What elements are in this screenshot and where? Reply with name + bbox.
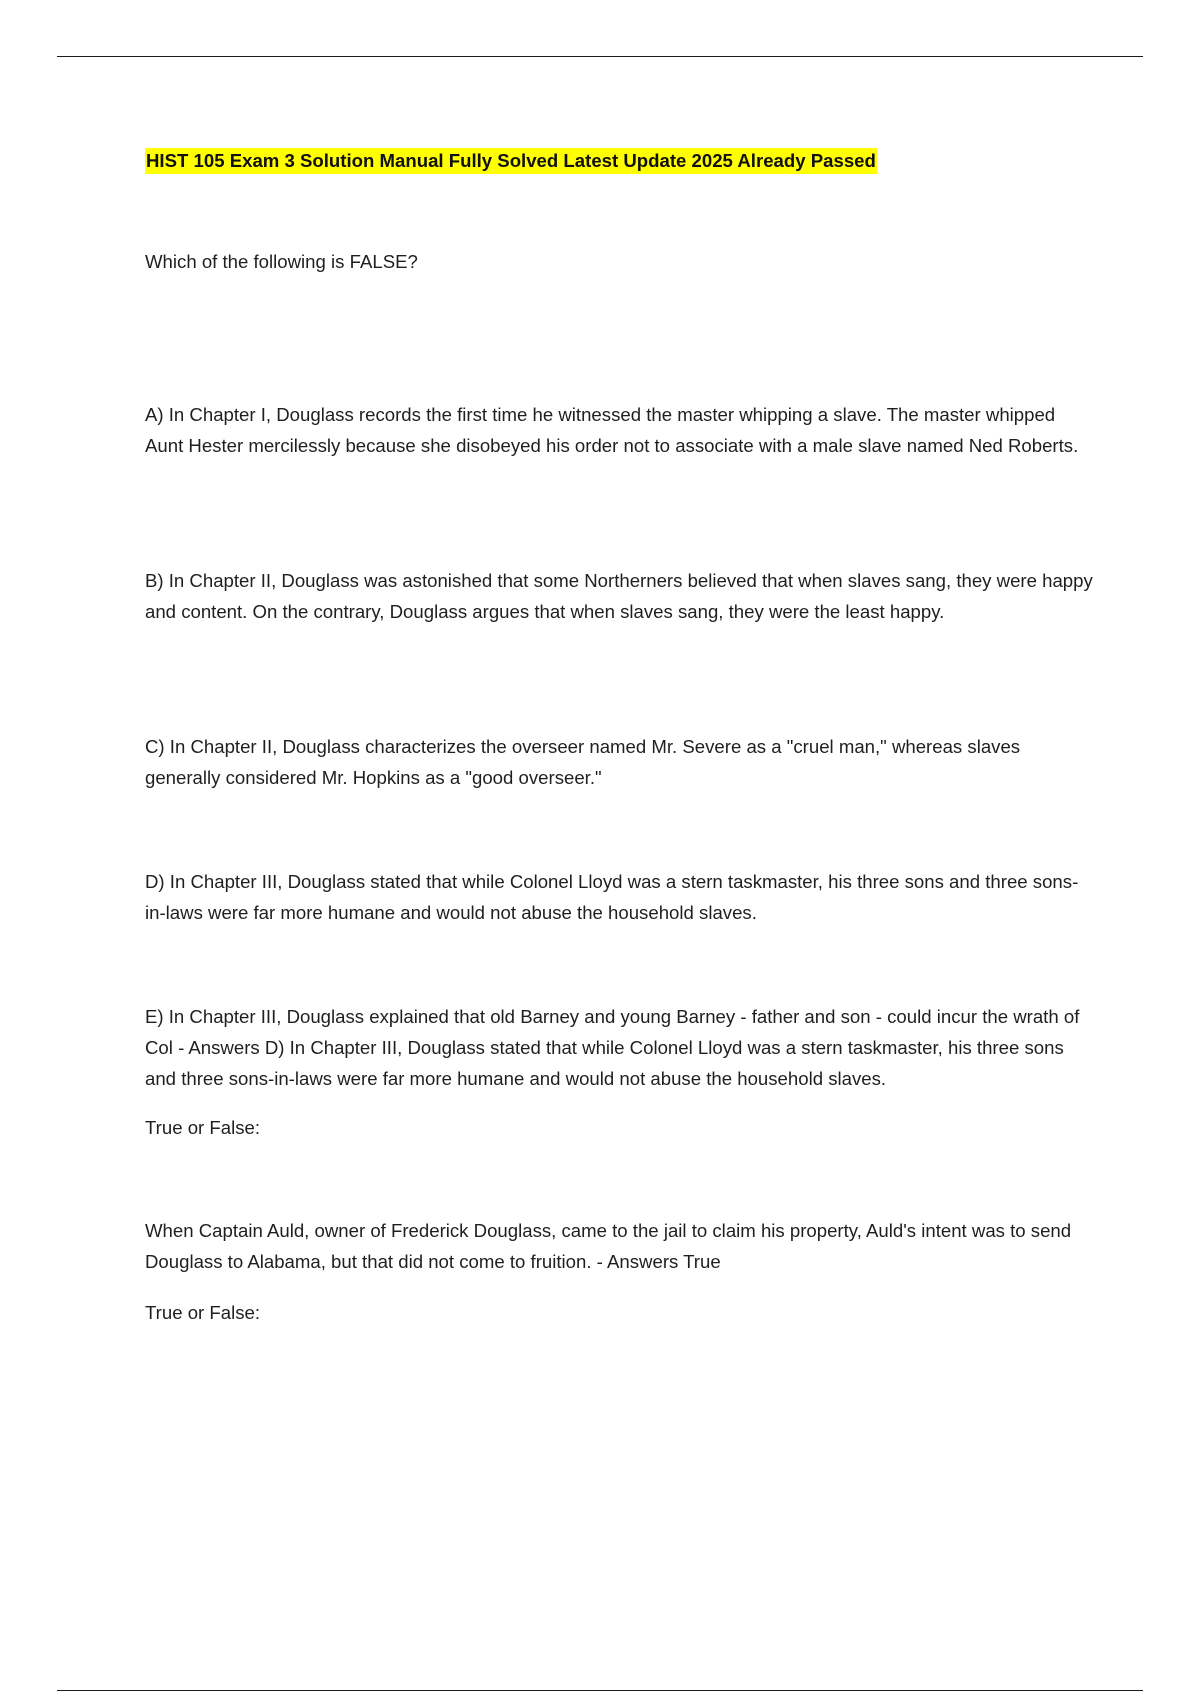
footer-rule	[57, 1690, 1143, 1691]
question-2-answer: When Captain Auld, owner of Frederick Douglass, came to the jail to claim his property, Auld's intent was to send Douglass to Alabama, but that did not come to fruition. - Answers True	[145, 1220, 1072, 1272]
option-a: A) In Chapter I, Douglass records the first time he witnessed the master whipping a slave. The master whipped Aunt Hester mercilessly because she disobeyed his order not to associate with a male slave named Ned Roberts.	[145, 404, 1079, 456]
document-title: HIST 105 Exam 3 Solution Manual Fully Solved Latest Update 2025 Already Passed	[145, 148, 877, 174]
question-1-prompt: Which of the following is FALSE?	[145, 251, 418, 272]
title-block	[145, 145, 1095, 176]
option-d: D) In Chapter III, Douglass stated that while Colonel Lloyd was a stern taskmaster, his three sons and three sons-in-laws were far more humane and would not abuse the household slaves.	[145, 871, 1079, 923]
option-b: B) In Chapter II, Douglass was astonished that some Northerners believed that when slaves sang, they were happy and content. On the contrary, Douglass argues that when slaves sang, they were the least happy.	[145, 570, 1093, 622]
option-c: C) In Chapter II, Douglass characterizes the overseer named Mr. Severe as a "cruel man," whereas slaves generally considered Mr. Hopkins as a "good overseer."	[145, 736, 1021, 788]
option-e-answer: E) In Chapter III, Douglass explained that old Barney and young Barney - father and son - could incur the wrath of Col - Answers D) In Chapter III, Douglass stated that while Colonel Lloyd was a stern taskmaster, his three sons and three sons-in-laws were far more humane and would not abuse the household slaves.	[145, 1006, 1080, 1089]
header-rule	[57, 56, 1143, 57]
true-false-label-1: True or False:	[145, 1117, 261, 1138]
true-false-label-2: True or False:	[145, 1302, 261, 1323]
